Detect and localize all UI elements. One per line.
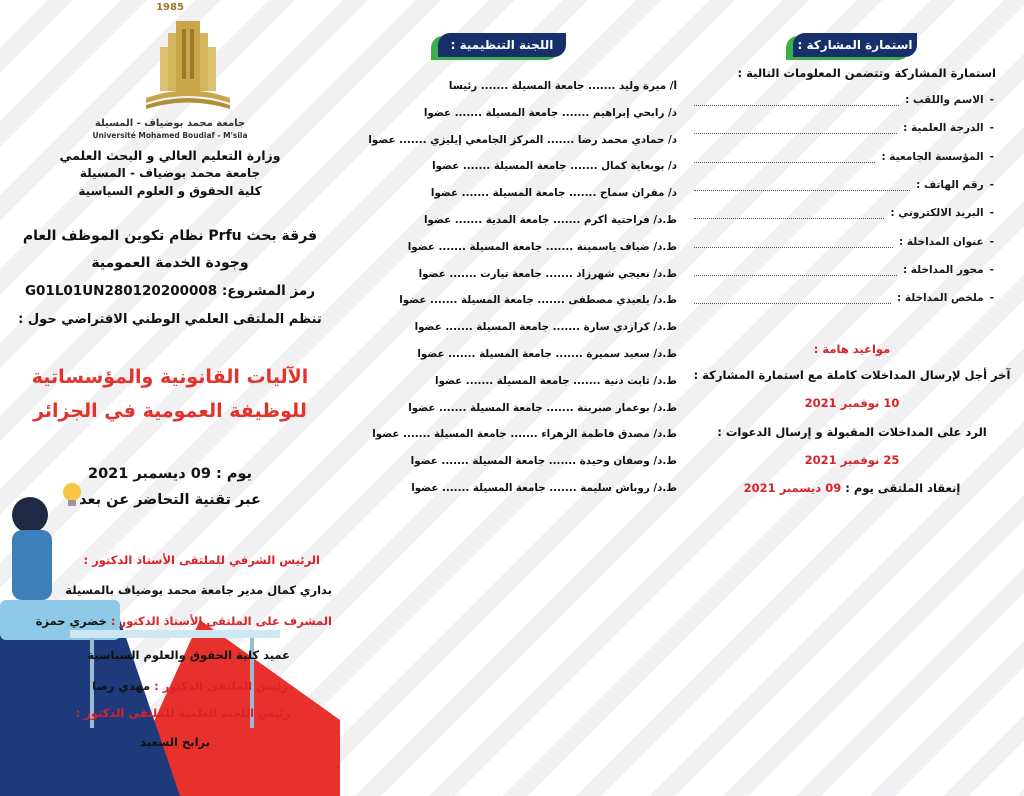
member-affiliation: جامعة المسيلة [479, 348, 552, 360]
dot-leader: ....... [558, 106, 593, 119]
research-team-line2: وجودة الخدمة العمومية [91, 255, 249, 271]
form-field-row [694, 292, 994, 310]
logo-year: 1985 [156, 2, 184, 13]
dot-leader: ....... [542, 240, 577, 253]
important-dates-title: مواعيد هامة : [813, 342, 891, 356]
member-affiliation: جامعة المسيلة [472, 455, 546, 468]
held-line [693, 481, 1011, 495]
university-logo [138, 3, 238, 118]
committee-member-row [343, 428, 677, 448]
dot-leader: ....... [542, 401, 578, 414]
member-name: ط.د/ روباش سليمة [580, 482, 677, 494]
organizing-committee-title: اللجنة التنظيمية : [450, 38, 554, 52]
logo-name-fr: Université Mohamed Boudiaf - M'sila [92, 131, 248, 140]
supervisor-line [36, 614, 332, 628]
member-affiliation: جامعة المسيلة [496, 374, 570, 387]
form-field-blank [694, 247, 893, 248]
project-code: رمز المشروع: G01L01UN280120200008 [24, 283, 316, 299]
dot-leader: ....... [584, 80, 620, 92]
form-field-row [694, 151, 994, 169]
organizing-committee-panel [340, 0, 685, 796]
chair-label: رئيس الملتقى الدكتور : [154, 679, 288, 693]
chair-name: مهدي رضا [92, 679, 151, 693]
member-affiliation: جامعة المسيلة [461, 294, 534, 307]
form-field-label: - الدرجة العلمية : [903, 122, 994, 134]
dot-leader: ....... [438, 482, 473, 494]
committee-member-row [343, 107, 677, 127]
member-affiliation: جامعة المسيلة [434, 428, 507, 441]
form-field-label: - المؤسسة الجامعية : [881, 151, 994, 163]
dot-leader: ....... [444, 348, 480, 360]
form-field-row [694, 94, 994, 112]
dot-leader: ....... [569, 374, 605, 387]
deadline-label: آخر أجل لإرسال المداخلات كاملة مع استمارة المشاركة : [693, 368, 1011, 382]
supervisor-label: المشرف على الملتقى الأستاذ الدكتور : [110, 614, 332, 628]
member-name: ط.د/ ثابت دنية [604, 374, 677, 387]
member-name: ط.د/ بوعمار صبرينة [577, 401, 677, 414]
dot-leader: ....... [451, 106, 486, 119]
form-field-row [694, 207, 994, 225]
form-field-blank [694, 133, 897, 134]
form-field-label: - الاسم واللقب : [905, 94, 994, 106]
reply-label: الرد على المداخلات المقبولة و إرسال الدعوات : [717, 425, 987, 439]
member-name: ط.د/ فراحتية أكرم [583, 214, 677, 226]
form-field-row [694, 236, 994, 254]
form-field-label: - رقم الهاتف : [916, 179, 994, 191]
member-affiliation: جامعة المسيلة [493, 160, 567, 173]
dean-title: عميد كلية الحقوق والعلوم السياسية [87, 648, 290, 662]
dot-leader: ....... [426, 294, 462, 307]
member-affiliation: جامعة المسيلة [469, 240, 543, 253]
form-field-blank [694, 190, 910, 191]
form-field-label: - محور المداخلة : [903, 264, 994, 276]
form-field-label: - عنوان المداخلة : [899, 236, 994, 248]
committee-member-row [343, 187, 677, 207]
committee-member-row [343, 80, 677, 100]
conference-date: يوم : 09 ديسمبر 2021 [87, 466, 252, 482]
dot-leader: ....... [459, 160, 494, 173]
member-name: ط.د/ وصفان وحيدة [579, 455, 677, 468]
dot-leader: ....... [566, 160, 602, 173]
member-role: عضوا [430, 187, 459, 200]
member-affiliation: المركز الجامعي إيليزي [430, 133, 544, 146]
member-role: عضوا [417, 348, 445, 360]
member-role: عضوا [407, 240, 435, 253]
member-name: ط.د/ ضياف ياسمينة [576, 240, 677, 253]
committee-member-row [343, 241, 677, 261]
faculty-name: كلية الحقوق و العلوم السياسية [78, 184, 262, 198]
organizes-line: تنظم الملتقى العلمي الوطني الافتراضي حول : [18, 312, 322, 327]
member-role: عضوا [368, 133, 396, 146]
dot-leader: ....... [541, 267, 577, 280]
form-intro: استمارة المشاركة وتتضمن المعلومات التالية : [737, 66, 996, 80]
organizing-committee-banner [438, 33, 566, 57]
member-affiliation: جامعة المسيلة [511, 80, 585, 92]
member-name: أ/ ميرة وليد [619, 80, 677, 92]
dot-leader: ....... [451, 214, 486, 226]
committee-member-row [343, 402, 677, 422]
member-role: عضوا [435, 374, 463, 387]
member-affiliation: جامعة المسيلة [472, 482, 546, 494]
form-field-blank [694, 162, 875, 163]
member-affiliation: جامعة المسيلة [492, 187, 566, 200]
form-field-label: - البريد الالكتروني : [890, 207, 994, 219]
committee-member-row [343, 134, 677, 154]
member-role: عضوا [423, 214, 452, 226]
committee-member-row [343, 294, 677, 314]
deadline-date: 10 نوفمبر 2021 [804, 396, 900, 410]
honorary-president-name: بداري كمال مدير جامعة محمد بوضياف بالمسيلة [65, 583, 332, 597]
dot-leader: ....... [477, 80, 512, 92]
member-role: عضوا [418, 267, 446, 280]
logo-name-ar: جامعة محمد بوضياف - المسيلة [94, 118, 246, 129]
member-name: ط.د/ مصدق فاطمة الزهراء [541, 428, 677, 441]
dot-leader: ....... [549, 321, 584, 334]
dot-leader: ....... [458, 187, 493, 200]
member-role: عضوا [410, 455, 438, 468]
dot-leader: ....... [506, 428, 542, 441]
committee-member-row [343, 455, 677, 475]
dot-leader: ....... [435, 401, 470, 414]
dot-leader: ....... [551, 348, 587, 360]
member-name: ط.د/ بلعبدي مصطفى [568, 294, 677, 307]
committee-member-row [343, 321, 677, 341]
supervisor-name: خضري حمزة [35, 614, 107, 628]
form-field-blank [694, 275, 897, 276]
member-name: ط.د/ سعيد سميرة [586, 348, 677, 360]
committee-member-row [343, 482, 677, 502]
member-role: رئيسا [448, 80, 478, 92]
form-field-row [694, 179, 994, 197]
research-team-line1: فرقة بحث Prfu نظام تكوين الموظف العام [22, 228, 318, 244]
member-affiliation: جامعة المسيلة [485, 106, 559, 119]
left-panel [0, 0, 340, 796]
dot-leader: ....... [545, 455, 580, 468]
committee-member-row [343, 375, 677, 395]
form-field-blank [694, 303, 891, 304]
dot-leader: ....... [462, 374, 497, 387]
member-role: عضوا [399, 294, 427, 307]
member-affiliation: جامعة تيارت [480, 267, 542, 280]
form-field-blank [694, 218, 884, 219]
held-label: إنعقاد الملتقى يوم : [845, 481, 961, 495]
conference-title-line2: للوظيفة العمومية في الجزائر [33, 400, 307, 422]
dot-leader: ....... [545, 482, 581, 494]
committee-member-row [343, 160, 677, 180]
ministry-name: وزارة التعليم العالي و البحث العلمي [59, 148, 281, 163]
member-name: ط.د/ كرازدي سارة [583, 321, 677, 334]
dot-leader: ....... [549, 214, 584, 226]
form-field-blank [694, 105, 899, 106]
dot-leader: ....... [434, 240, 470, 253]
honorary-president-label: الرئيس الشرفي للملتقى الأستاذ الدكتور : [83, 553, 320, 567]
reply-date: 25 نوفمبر 2021 [804, 453, 900, 467]
form-field-row [694, 122, 994, 140]
member-affiliation: جامعة المدية [485, 214, 550, 226]
member-role: عضوا [411, 482, 439, 494]
member-affiliation: جامعة المسيلة [469, 401, 543, 414]
form-field-label: - ملخص المداخلة : [897, 292, 994, 304]
held-date: 09 ديسمبر 2021 [743, 481, 842, 495]
participation-form-title: استمارة المشاركة : [797, 38, 913, 52]
dot-leader: ....... [395, 133, 431, 146]
member-role: عضوا [408, 401, 436, 414]
conference-title-line1: الآليات القانونية والمؤسساتية [31, 366, 309, 388]
dot-leader: ....... [437, 455, 473, 468]
dot-leader: ....... [441, 321, 477, 334]
member-role: عضوا [414, 321, 442, 334]
dot-leader: ....... [565, 187, 600, 200]
member-affiliation: جامعة المسيلة [476, 321, 550, 334]
chair-line [92, 679, 288, 693]
committee-member-row [343, 214, 677, 234]
participation-form-banner [793, 33, 917, 57]
committee-member-row [343, 268, 677, 288]
member-role: عضوا [372, 428, 400, 441]
dot-leader: ....... [445, 267, 481, 280]
dot-leader: ....... [533, 294, 569, 307]
member-name: د/ بوبعاية كمال [601, 160, 677, 173]
form-field-row [694, 264, 994, 282]
member-name: د/ حمادي محمد رضا [577, 133, 677, 146]
member-name: د/ مقران سماح [599, 187, 677, 200]
university-name: جامعة محمد بوضياف - المسيلة [79, 166, 261, 180]
committee-member-row [343, 348, 677, 368]
scientific-chair-name: برابح السعيد [140, 735, 210, 749]
member-name: ط.د/ نعيجي شهرزاد [576, 267, 677, 280]
scientific-chair-label: رئيس اللجنة العلمية للملتقى الدكتور : [75, 706, 290, 720]
dot-leader: ....... [399, 428, 435, 441]
participation-panel [685, 0, 1024, 796]
member-name: د/ رابحي إبراهيم [592, 106, 677, 119]
conference-mode: عبر تقنية التحاضر عن بعد [79, 492, 261, 508]
dot-leader: ....... [543, 133, 578, 146]
member-role: عضوا [432, 160, 460, 173]
member-role: عضوا [423, 106, 452, 119]
